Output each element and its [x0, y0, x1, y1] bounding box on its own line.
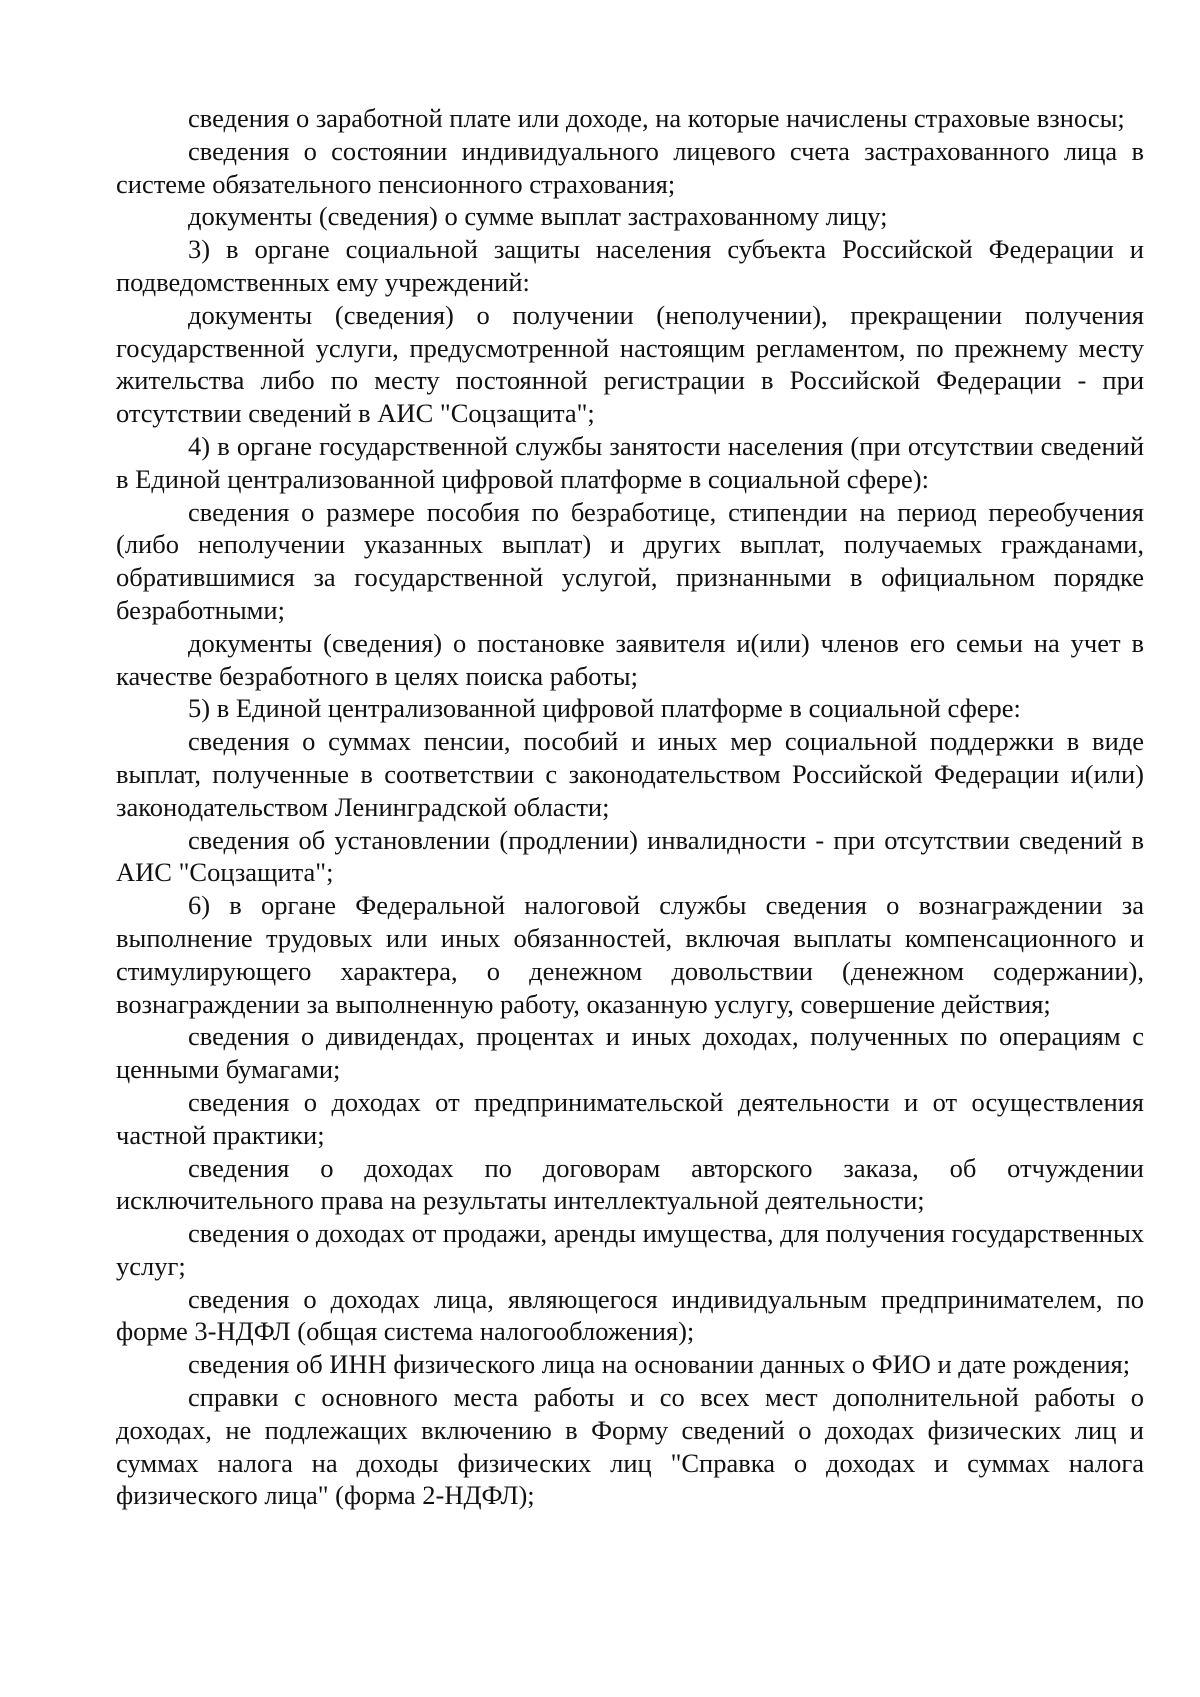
paragraph-15: сведения о доходах по договорам авторского заказа, об отчуждении исключительного права на результаты интеллектуальной деятельности; — [116, 1152, 1144, 1216]
document-page — [116, 102, 1144, 1512]
paragraph-10: сведения о суммах пенсии, пособий и иных мер социальной поддержки в виде выплат, полученные в соответствии с законодательством Российской Федерации и(или) законодательством Ленинградской области; — [116, 726, 1144, 822]
paragraph-17: сведения о доходах лица, являющегося индивидуальным предпринимателем, по форме 3-НДФЛ (общая система налогообложения); — [116, 1283, 1144, 1347]
paragraph-7: сведения о размере пособия по безработице, стипендии на период переобучения (либо неполучении указанных выплат) и других выплат, получаемых гражданами, обратившимися за государственной услугой, признанными в официальном порядке безработными; — [116, 496, 1144, 625]
paragraph-2: сведения о состоянии индивидуального лицевого счета застрахованного лица в системе обязательного пенсионного страхования; — [116, 135, 1144, 199]
paragraph-4: 3) в органе социальной защиты населения субъекта Российской Федерации и подведомственных ему учреждений: — [116, 234, 1144, 297]
paragraph-11: сведения об установлении (продлении) инвалидности - при отсутствии сведений в АИС "Соцзащита"; — [116, 824, 1144, 888]
paragraph-9: 5) в Единой централизованной цифровой платформе в социальной сфере: — [188, 693, 1021, 724]
paragraph-12: 6) в органе Федеральной налоговой службы сведения о вознаграждении за выполнение трудовых или иных обязанностей, включая выплаты компенсационного и стимулирующего характера, о денежном довольствии (денежном содержании), вознаграждении за выполненную работу, оказанную услугу, совершение действия; — [116, 890, 1144, 1019]
paragraph-19: справки с основного места работы и со всех мест дополнительной работы о доходах, не подлежащих включению в Форму сведений о доходах физических лиц и суммах налога на доходы физических лиц "Справка о доходах и суммах налога физического лица" (форма 2-НДФЛ); — [116, 1382, 1144, 1511]
paragraph-18: сведения об ИНН физического лица на основании данных о ФИО и дате рождения; — [188, 1349, 1131, 1380]
paragraph-14: сведения о доходах от предпринимательской деятельности и от осуществления частной практики; — [116, 1086, 1144, 1150]
paragraph-16: сведения о доходах от продажи, аренды имущества, для получения государственных услуг; — [116, 1218, 1145, 1281]
paragraph-13: сведения о дивидендах, процентах и иных доходах, полученных по операциям с ценными бумагами; — [116, 1021, 1144, 1085]
paragraph-6: 4) в органе государственной службы занятости населения (при отсутствии сведений в Единой централизованной цифровой платформе в социальной сфере): — [116, 430, 1144, 494]
paragraph-1: сведения о заработной плате или доходе, на которые начислены страховые взносы; — [188, 103, 1125, 133]
paragraph-8: документы (сведения) о постановке заявителя и(или) членов его семьи на учет в качестве безработного в целях поиска работы; — [116, 627, 1144, 691]
paragraph-3: документы (сведения) о сумме выплат застрахованному лицу; — [188, 201, 888, 232]
paragraph-5: документы (сведения) о получении (неполучении), прекращении получения государственной услуги, предусмотренной настоящим регламентом, по прежнему месту жительства либо по месту постоянной регистрации в Российской Федерации - при отсутствии сведений в АИС "Соцзащита"; — [116, 299, 1144, 429]
